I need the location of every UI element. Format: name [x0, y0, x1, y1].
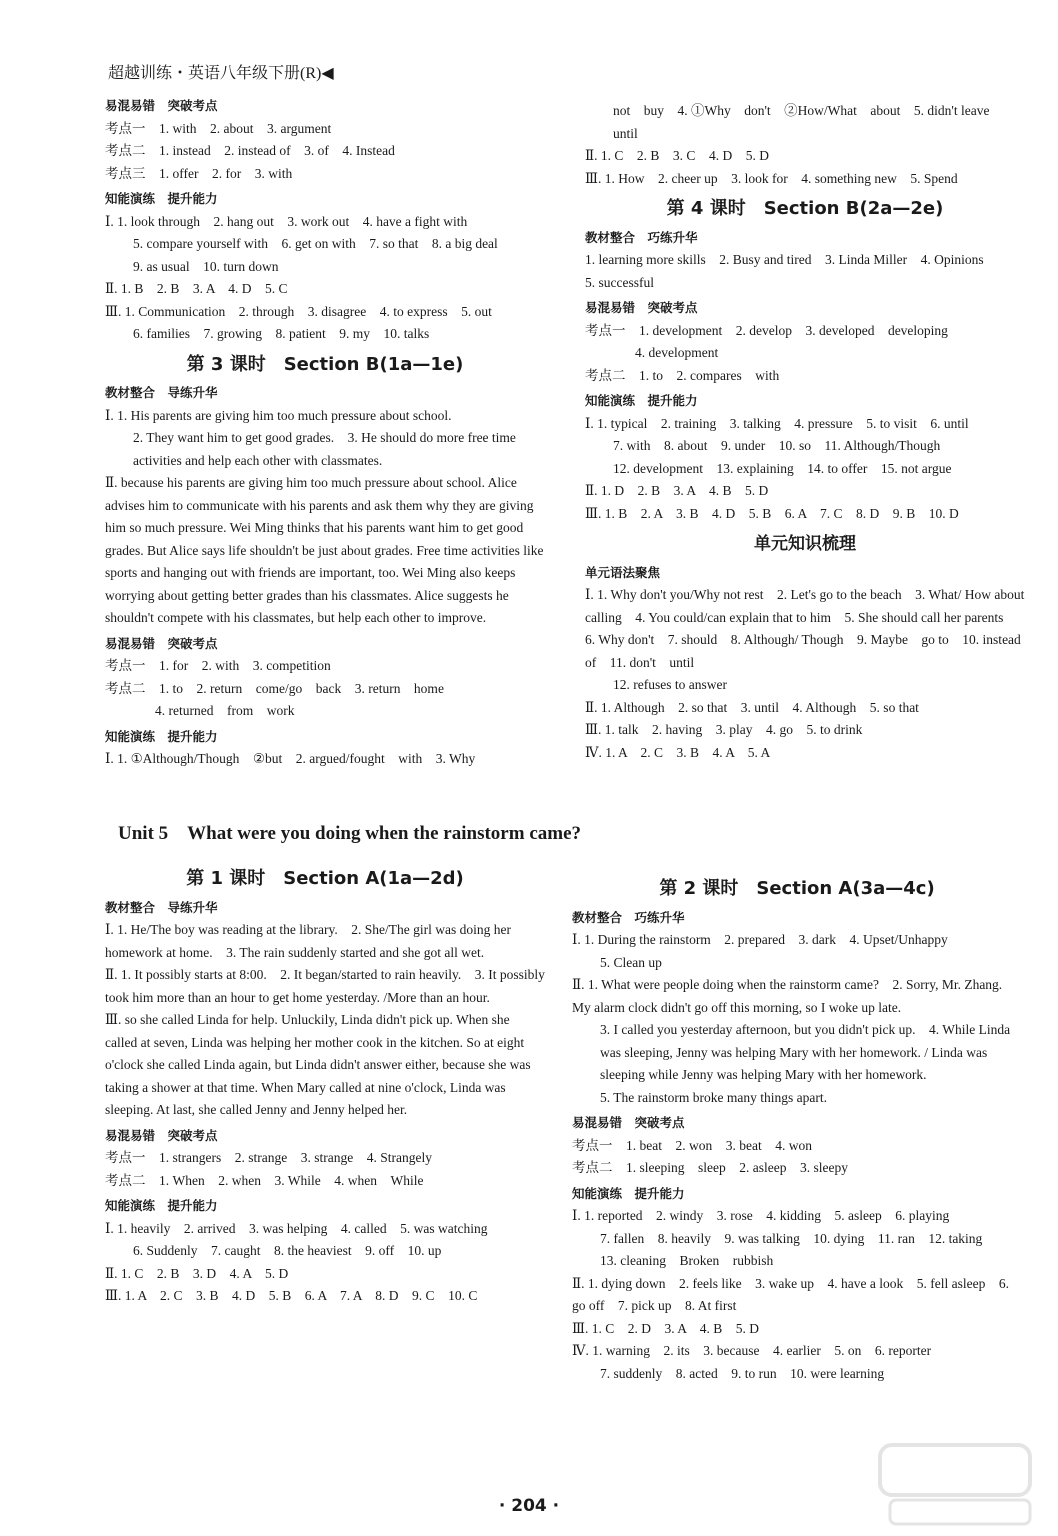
- answer-line: Ⅲ. 1. Communication 2. through 3. disagree 4. to express 5. out: [105, 303, 492, 319]
- section-heading: 易混易错 突破考点: [105, 635, 218, 651]
- lesson-heading: 第 3 课时 Section B(1a—1e): [186, 353, 464, 375]
- answer-line: Ⅲ. 1. talk 2. having 3. play 4. go 5. to drink: [585, 722, 863, 737]
- answer-line: Ⅲ. 1. C 2. D 3. A 4. B 5. D: [572, 1320, 760, 1336]
- running-header: 超越训练・英语八年级下册(R)◀: [108, 65, 334, 82]
- answer-line-indented: 6. families 7. growing 8. patient 9. my 10. talks: [133, 326, 430, 341]
- answer-line-indented: 4. development: [635, 345, 719, 360]
- answer-line-indented: 9. as usual 10. turn down: [133, 258, 279, 274]
- section-heading: 知能演练 提升能力: [572, 1185, 685, 1201]
- answer-line-indented: 7. suddenly 8. acted 9. to run 10. were learning: [600, 1365, 885, 1381]
- answer-line: Ⅱ. 1. It possibly starts at 8:00. 2. It began/started to rain heavily. 3. It possibly took him more than an hour to get home yesterday. /More than an hour.: [105, 967, 545, 1005]
- answer-line: 考点二 1. When 2. when 3. While 4. when While: [105, 1172, 424, 1188]
- answer-line: 考点二 1. to 2. compares with: [585, 367, 780, 383]
- section-heading: 知能演练 提升能力: [105, 1198, 218, 1213]
- lesson-heading: 第 1 课时 Section A(1a—2d): [186, 868, 464, 889]
- answer-line-indented: 5. Clean up: [600, 954, 662, 970]
- answer-line: Ⅱ. 1. dying down 2. feels like 3. wake up 4. have a look 5. fell asleep 6. go off 7. pick up 8. At first: [572, 1275, 1009, 1313]
- answer-line: Ⅱ. 1. What were people doing when the rainstorm came? 2. Sorry, Mr. Zhang. My alarm clock didn't go off this morning, so I woke up late.: [572, 977, 1003, 1015]
- answer-line: Ⅰ. 1. ①Although/Though ②but 2. argued/fought with 3. Why: [105, 751, 476, 766]
- answer-line: 考点一 1. strangers 2. strange 3. strange 4. Strangely: [105, 1150, 432, 1165]
- answer-line: Ⅱ. 1. B 2. B 3. A 4. D 5. C: [105, 281, 288, 296]
- answer-line: 考点二 1. instead 2. instead of 3. of 4. Instead: [105, 143, 395, 158]
- column-left-bottom: [105, 860, 545, 1308]
- answer-line: Ⅱ. because his parents are giving him too much pressure about school. Alice advises him to communicate with his parents and ask them why they are giving him so much pressure. Wei Ming thinks that his parents want him to get good grades. But Alice says life shouldn't be just about grades. Free time activities like sports and hanging out with friends are important, too. Wei Ming also keeps worrying about getting better grades than his classmates. Alice suggests he shouldn't compete with his classmates, but help each other to improve.: [105, 475, 544, 625]
- answer-line-indented: not buy 4. ①Why don't ②How/What about 5. didn't leave until: [613, 103, 1003, 141]
- unit-title: Unit 5 What were you doing when the rainstorm came?: [118, 823, 582, 844]
- section-heading: 易混易错 突破考点: [105, 1127, 218, 1143]
- answer-line: 考点一 1. with 2. about 3. argument: [105, 120, 332, 136]
- section-heading: 易混易错 突破考点: [105, 98, 218, 113]
- answer-line: 考点三 1. offer 2. for 3. with: [105, 165, 293, 181]
- section-heading: 教材整合 巧练升华: [585, 229, 698, 245]
- column-right-bottom: [572, 870, 1022, 1385]
- answer-line-indented: 13. cleaning Broken rubbish: [600, 1253, 774, 1268]
- watermark-logo-icon: [870, 1440, 1045, 1530]
- summary-heading: 单元知识梳理: [754, 534, 856, 554]
- section-heading: 易混易错 突破考点: [572, 1115, 685, 1130]
- section-heading: 知能演练 提升能力: [105, 728, 218, 744]
- answer-line: Ⅰ. 1. look through 2. hang out 3. work out 4. have a fight with: [105, 213, 468, 229]
- answer-line: Ⅰ. 1. His parents are giving him too much pressure about school.: [105, 407, 452, 423]
- answer-line: Ⅰ. 1. typical 2. training 3. talking 4. pressure 5. to visit 6. until: [585, 415, 969, 431]
- answer-line: 考点二 1. to 2. return come/go back 3. return home: [105, 680, 444, 696]
- answer-line: 考点二 1. sleeping sleep 2. asleep 3. sleepy: [572, 1160, 848, 1175]
- answer-line-indented: 7. with 8. about 9. under 10. so 11. Although/Though: [613, 438, 941, 453]
- answer-line: Ⅲ. 1. B 2. A 3. B 4. D 5. B 6. A 7. C 8. D 9. B 10. D: [585, 505, 959, 521]
- answer-line-indented: 2. They want him to get good grades. 3. He should do more free time activities and help each other with classmates.: [133, 430, 516, 468]
- lesson-heading: 第 2 课时 Section A(3a—4c): [659, 878, 935, 899]
- answer-line: Ⅱ. 1. D 2. B 3. A 4. B 5. D: [585, 483, 769, 498]
- answer-line: 1. learning more skills 2. Busy and tired 3. Linda Miller 4. Opinions: [585, 252, 984, 267]
- answer-line-indented: 5. compare yourself with 6. get on with 7. so that 8. a big deal: [133, 236, 498, 251]
- section-heading: 教材整合 导练升华: [105, 385, 218, 400]
- answer-line: 5. successful: [585, 274, 654, 290]
- answer-line-indented: 12. refuses to answer: [613, 677, 727, 692]
- answer-line-indented: 6. Suddenly 7. caught 8. the heaviest 9. off 10. up: [133, 1243, 442, 1258]
- answer-line: Ⅳ. 1. A 2. C 3. B 4. A 5. A: [585, 744, 771, 760]
- answer-line: Ⅲ. so she called Linda for help. Unluckily, Linda didn't pick up. When she called at seven, Linda was helping her mother cook in the kitchen. So at eight o'clock she called Linda again, but Linda didn't answer either, because she was taking a shower at that time. When Mary called at nine o'clock, Linda was sleeping. At last, she called Jenny and Jenny helped her.: [105, 1012, 531, 1117]
- column-left-top: [105, 92, 545, 771]
- page-number: · 204 ·: [498, 1496, 560, 1516]
- answer-line: 考点一 1. development 2. develop 3. developed developing: [585, 322, 948, 338]
- section-heading: 知能演练 提升能力: [585, 393, 698, 408]
- answer-line-indented: 12. development 13. explaining 14. to offer 15. not argue: [613, 460, 952, 476]
- answer-line: Ⅱ. 1. C 2. B 3. C 4. D 5. D: [585, 148, 769, 163]
- answer-line-indented: 7. fallen 8. heavily 9. was talking 10. dying 11. ran 12. taking: [600, 1230, 983, 1246]
- answer-line: Ⅰ. 1. During the rainstorm 2. prepared 3. dark 4. Upset/Unhappy: [572, 932, 948, 947]
- lesson-heading: 第 4 课时 Section B(2a—2e): [666, 198, 944, 219]
- answer-line: Ⅰ. 1. reported 2. windy 3. rose 4. kidding 5. asleep 6. playing: [572, 1208, 950, 1223]
- answer-line: Ⅱ. 1. Although 2. so that 3. until 4. Although 5. so that: [585, 699, 919, 715]
- answer-line: Ⅲ. 1. A 2. C 3. B 4. D 5. B 6. A 7. A 8. D 9. C 10. C: [105, 1288, 478, 1303]
- answer-line-indented: 4. returned from work: [155, 703, 295, 718]
- column-right-top: [585, 100, 1025, 764]
- answer-line-indented: 3. I called you yesterday afternoon, but you didn't pick up. 4. While Linda was sleeping, Jenny was helping Mary with her homework. / Linda was sleeping while Jenny was helping Mary with her homework.: [600, 1022, 1011, 1082]
- section-heading: 单元语法聚焦: [585, 564, 661, 580]
- answer-line: 考点一 1. for 2. with 3. competition: [105, 658, 331, 673]
- answer-line: Ⅳ. 1. warning 2. its 3. because 4. earlier 5. on 6. reporter: [572, 1343, 932, 1358]
- answer-line: Ⅰ. 1. He/The boy was reading at the library. 2. She/The girl was doing her homework at home. 3. The rain suddenly started and she got all wet.: [105, 922, 511, 960]
- section-heading: 教材整合 导练升华: [105, 899, 218, 915]
- section-heading: 教材整合 巧练升华: [572, 909, 685, 925]
- answer-line: Ⅲ. 1. How 2. cheer up 3. look for 4. something new 5. Spend: [585, 170, 958, 186]
- section-heading: 易混易错 突破考点: [585, 300, 698, 315]
- answer-line-indented: 5. The rainstorm broke many things apart.: [600, 1089, 827, 1105]
- answer-line: Ⅰ. 1. heavily 2. arrived 3. was helping 4. called 5. was watching: [105, 1220, 488, 1236]
- answer-line: 考点一 1. beat 2. won 3. beat 4. won: [572, 1137, 812, 1153]
- answer-line: Ⅱ. 1. C 2. B 3. D 4. A 5. D: [105, 1265, 289, 1281]
- answer-line: Ⅰ. 1. Why don't you/Why not rest 2. Let's go to the beach 3. What/ How about calling 4. You could/can explain that to him 5. She should call her parents 6. Why don't 7. should 8. Although/ Though 9. Maybe go to 10. instead of 11. don't until: [585, 587, 1025, 670]
- section-heading: 知能演练 提升能力: [105, 191, 218, 206]
